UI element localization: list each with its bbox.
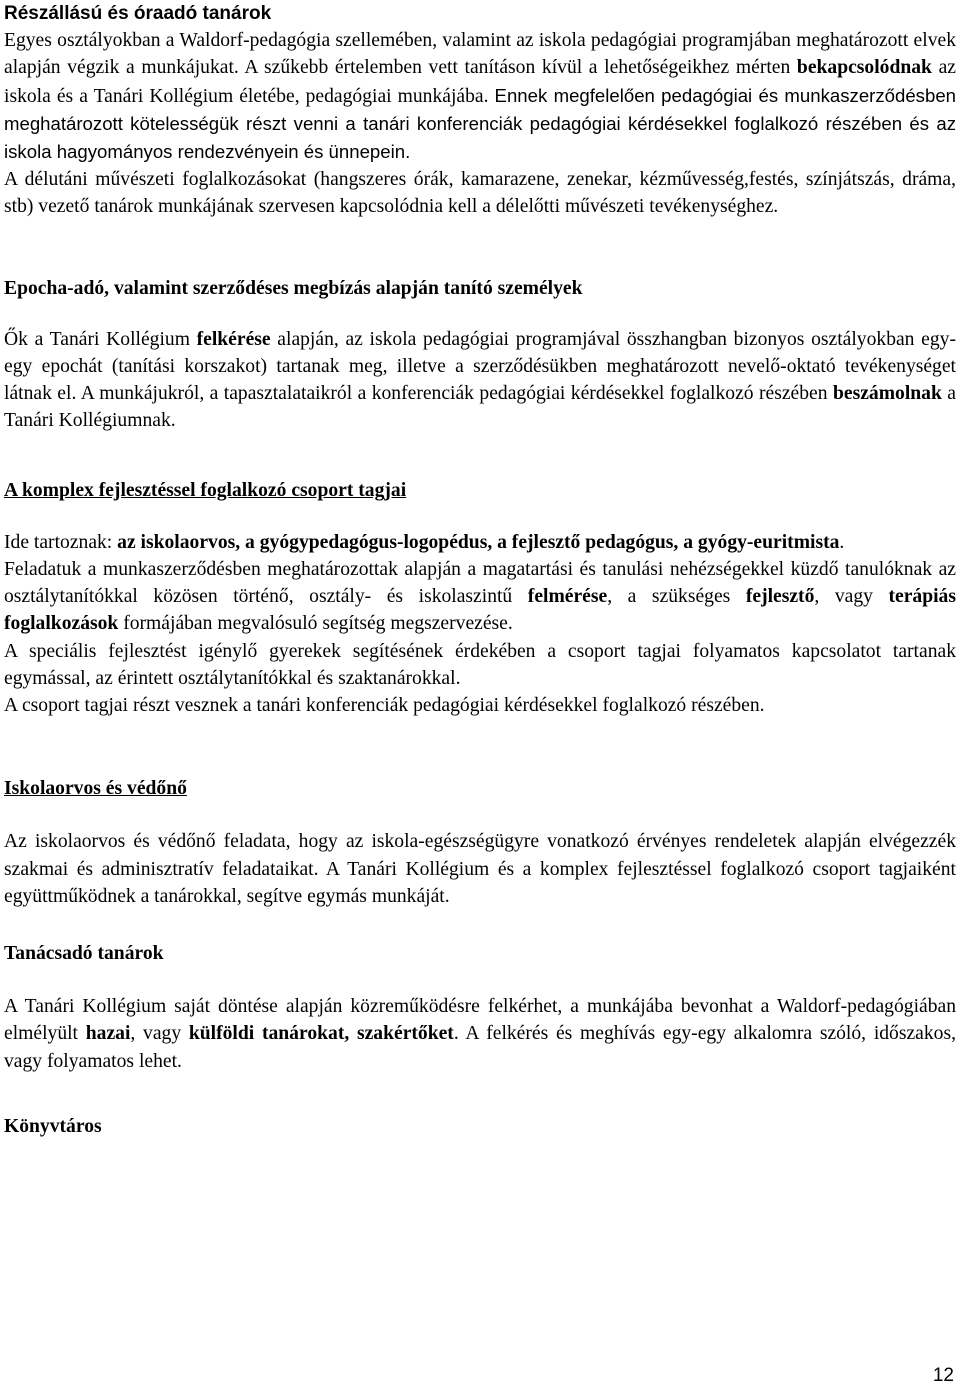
paragraph-text: Ide tartoznak:: [4, 531, 118, 553]
paragraph-text: , vagy: [130, 1023, 189, 1045]
bold-text: felmérése: [527, 586, 608, 608]
section-heading-complex-development-group: A komplex fejlesztéssel foglalkozó csoport tagjai: [4, 479, 407, 501]
page-number: 12: [932, 1364, 954, 1386]
paragraph-text: az iskola és a Tanári Kollégium életébe, pedagógiai munkájába.: [4, 57, 956, 107]
paragraph: [4, 556, 956, 638]
paragraph-text: .: [839, 531, 845, 553]
paragraph-text: Ennek megfelelően pedagógiai és munkaszerződésben meghatározott kötelességük részt venni a tanári konferenciák pedagógiai kérdésekkel foglalkozó részében és az iskola hagyományos rendezvényein és ünnepein.: [4, 84, 956, 163]
paragraph: [4, 993, 956, 1075]
bold-text: az iskolaorvos, a gyógypedagógus-logopédus, a fejlesztő pedagógus, a gyógy-euritmista: [117, 531, 840, 553]
paragraph-text: , a szükséges: [607, 586, 746, 608]
paragraph-text: . A felkérés és meghívás egy-egy alkalomra szóló, időszakos, vagy folyamatos lehet.: [4, 1023, 956, 1072]
paragraph-text: , vagy: [814, 586, 889, 608]
bold-text: hazai: [85, 1023, 131, 1045]
paragraph-text: Ők a Tanári Kollégium: [4, 328, 197, 350]
paragraph: A csoport tagjai részt vesznek a tanári konferenciák pedagógiai kérdésekkel foglalkozó részében.: [4, 695, 765, 717]
section-heading-school-doctor: Iskolaorvos és védőnő: [4, 778, 187, 800]
paragraph: [4, 326, 956, 435]
paragraph-text: Feladatuk a munkaszerződésben meghatározottak alapján a magatartási és tanulási nehézségekkel küzdő tanulóknak az osztálytanítókkal közösen történő, osztály- és iskolaszintű: [4, 559, 956, 608]
bold-text: fejlesztő: [745, 586, 815, 608]
paragraph-text: Egyes osztályokban a Waldorf-pedagógia szellemében, valamint az iskola pedagógiai programjában meghatározott elvek alapján végzik a munkájukat. A szűkebb értelemben vett tanításon kívül a lehetőségeikhez mérten: [4, 30, 956, 79]
section-heading-part-time-teachers: Részállású és óraadó tanárok: [4, 3, 272, 24]
paragraph: [4, 27, 956, 166]
paragraph: A speciális fejlesztést igénylő gyerekek segítésének érdekében a csoport tagjai folyamatos kapcsolatot tartanak egymással, az érintett osztálytanítókkal és szaktanárokkal.: [4, 640, 956, 689]
bold-text: beszámolnak: [832, 383, 942, 405]
section-heading-epoch-teachers: Epocha-adó, valamint szerződéses megbízás alapján tanító személyek: [4, 277, 583, 299]
paragraph-text: A Tanári Kollégium saját döntése alapján közreműködésre felkérhet, a munkájába bevonhat a Waldorf-pedagógiában elmélyült: [4, 996, 956, 1045]
bold-text: bekapcsolódnak: [796, 57, 932, 79]
section-heading-librarian: Könyvtáros: [4, 1115, 102, 1137]
document-page: [4, 0, 956, 1140]
paragraph: A délutáni művészeti foglalkozásokat (hangszeres órák, kamarazene, zenekar, kézművesség,festés, színjátszás, dráma, stb) vezető tanárok munkájának szervesen kapcsolódnia kell a délelőtti művészeti tevékenységhez.: [4, 169, 956, 218]
paragraph: Az iskolaorvos és védőnő feladata, hogy az iskola-egészségügyre vonatkozó érvényes rendeletek alapján elvégezzék szakmai és adminisztratív feladataikat. A Tanári Kollégium és a komplex fejlesztéssel foglalkozó csoport tagjaiként együttműködnek a tanárokkal, segítve egymás munkáját.: [4, 831, 956, 907]
section-heading-advisor-teachers: Tanácsadó tanárok: [4, 943, 164, 965]
paragraph: [4, 529, 956, 556]
bold-text: felkérése: [196, 328, 271, 350]
paragraph-text: formájában megvalósuló segítség megszervezése.: [118, 613, 513, 635]
bold-text: külföldi tanárokat, szakértőket: [188, 1023, 454, 1045]
paragraph-text: alapján, az iskola pedagógiai programjával összhangban bizonyos osztályokban egy-egy epochát (tanítási korszakot) tartanak meg, illetve a szerződésükben meghatározott nevelő-oktató tevékenységet látnak el. A munkájukról, a tapasztalataikról a konferenciák pedagógiai kérdésekkel foglalkozó részében: [4, 328, 956, 405]
bold-text: terápiás foglalkozások: [4, 586, 956, 635]
paragraph-text: a Tanári Kollégiumnak.: [4, 383, 956, 432]
